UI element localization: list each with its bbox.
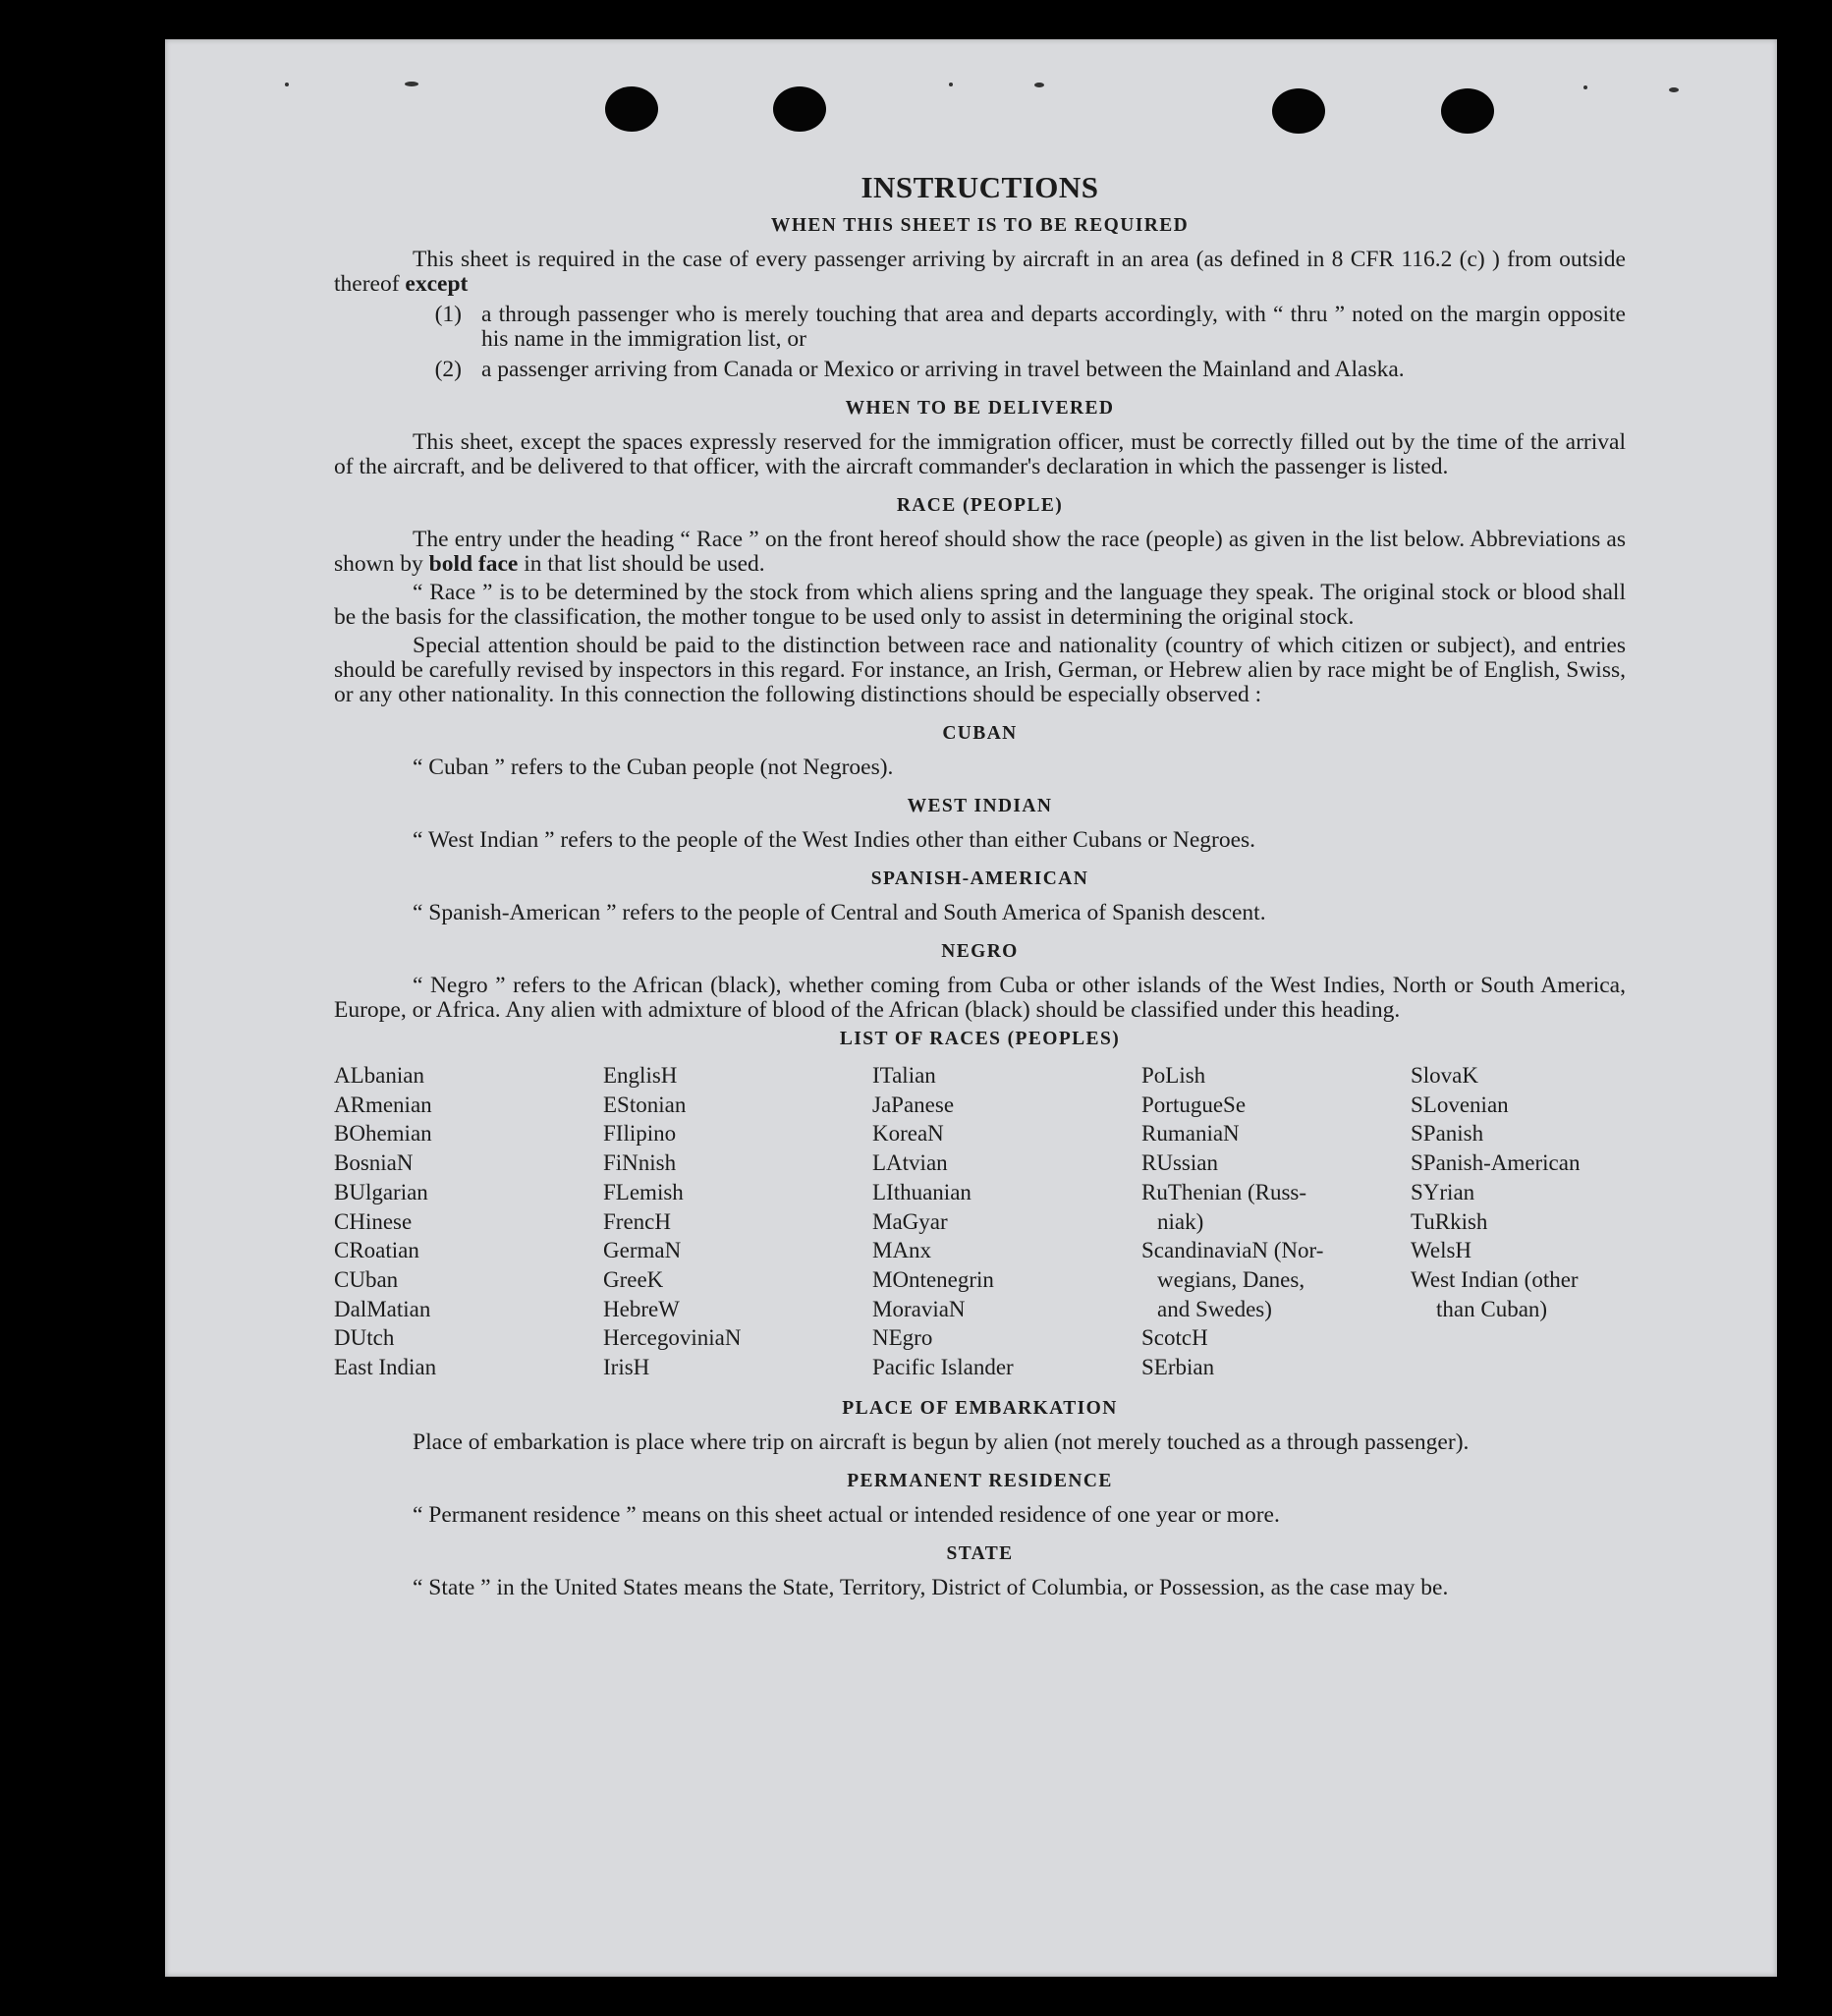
race-entry: HebreW [603,1296,680,1321]
negro-text: “ Negro ” refers to the African (black), whether coming from Cuba or other islands of the West Indies, North or South America, Europe, or Africa. Any alien with admixture of blood of the African (black) should be classified under this heading. [334,973,1626,1023]
race-entry: IrisH [603,1355,650,1380]
race-entry: SPanish-American [1411,1150,1581,1176]
race-column [334,1061,603,1382]
heading-when-delivered: WHEN TO BE DELIVERED [845,398,1115,419]
heading-state: STATE [946,1542,1014,1564]
race-entry: GreeK [603,1266,664,1292]
heading-west-indian: WEST INDIAN [907,796,1053,816]
race-entry: LIthuanian [872,1179,972,1204]
race-entry: RumaniaN [1141,1121,1240,1147]
race-entry: CUban [334,1266,399,1292]
west-indian-text: “ West Indian ” refers to the people of the West Indies other than either Cubans or Negroes. [413,827,1256,853]
race-entry: Pacific Islander [872,1355,1014,1380]
speck [1669,87,1679,92]
race-entry: SLovenian [1411,1092,1509,1117]
race-entry: MaGyar [872,1208,948,1234]
race-entry: SlovaK [1411,1063,1478,1088]
race-entry: West Indian (other [1411,1266,1579,1292]
race-paragraph-3: Special attention should be paid to the distinction between race and nationality (country of which citizen or subject), and entries should be carefully revised by inspectors in this regard. For instance, an Irish, German, or Hebrew alien by race might be of English, Swiss, or any other nationality. In this connection the following distinctions should be especially observed : [334,633,1626,707]
race-entry: HercegoviniaN [603,1325,742,1351]
race-entry: PoLish [1141,1063,1206,1088]
speck [285,83,289,86]
race-entry: ARmenian [334,1092,432,1117]
race-entry: SErbian [1141,1355,1215,1380]
race-paragraph-2: “ Race ” is to be determined by the stock from which aliens spring and the language they speak. The original stock or blood shall be the basis for the classification, the mother tongue to be used only to assist in determining the original stock. [334,580,1626,630]
race-entry: PortugueSe [1141,1092,1247,1117]
race-column [603,1061,872,1382]
race-entry: ALbanian [334,1063,424,1088]
race-entry: FiNnish [603,1150,677,1176]
race-entry: FrencH [603,1208,671,1234]
punch-hole [1441,88,1494,134]
race-entry: FLemish [603,1179,684,1204]
race-entry: LAtvian [872,1150,948,1176]
exception-item: (1) a through passenger who is merely touching that area and departs accordingly, with “ thru ” noted on the margin opposite his name in the immigration list, or [434,302,1626,352]
race-entry: EStonian [603,1092,687,1117]
heading-spanish-american: SPANISH-AMERICAN [870,868,1089,889]
page-title: INSTRUCTIONS [860,170,1099,204]
exception-item: (2) a passenger arriving from Canada or Mexico or arriving in travel between the Mainland and Alaska. [434,357,1405,382]
cuban-text: “ Cuban ” refers to the Cuban people (not Negroes). [413,755,894,780]
when-delivered-text: This sheet, except the spaces expressly reserved for the immigration officer, must be correctly filled out by the time of the arrival of the aircraft, and be delivered to that officer, with the aircraft commander's declaration in which the passenger is listed. [334,429,1626,479]
race-entry: KoreaN [872,1121,944,1147]
race-column [1411,1061,1626,1382]
race-entry: WelsH [1411,1238,1472,1263]
race-entry: BosniaN [334,1150,414,1176]
punch-hole [1272,88,1325,134]
heading-permanent-residence: PERMANENT RESIDENCE [847,1470,1113,1491]
race-entry: MOntenegrin [872,1266,994,1292]
heading-negro: NEGRO [941,941,1019,962]
race-entry: GermaN [603,1238,682,1263]
race-entry: ScandinaviaN (Nor- [1141,1238,1324,1263]
race-entry: MoraviaN [872,1296,966,1321]
race-entry: TuRkish [1411,1208,1488,1234]
punch-hole [773,86,826,132]
race-entry: East Indian [334,1355,437,1380]
spanish-american-text: “ Spanish-American ” refers to the people of Central and South America of Spanish descent. [413,900,1266,925]
speck [949,83,953,86]
race-entry-continuation: than Cuban) [1436,1296,1548,1321]
race-column [872,1061,1141,1382]
race-entry: NEgro [872,1325,933,1351]
embarkation-text: Place of embarkation is place where trip on aircraft is begun by alien (not merely touched as a through passenger). [413,1428,1470,1455]
heading-race: RACE (PEOPLE) [896,495,1064,516]
race-paragraph-1: The entry under the heading “ Race ” on the front hereof should show the race (people) as given in the list below. Abbreviations as shown by bold face in that list should be used. [334,527,1626,577]
race-entry: CRoatian [334,1238,419,1263]
race-entry: CHinese [334,1208,413,1234]
instructions-content [334,170,1626,1604]
state-text: “ State ” in the United States means the State, Territory, District of Columbia, or Possession, as the case may be. [413,1574,1449,1600]
race-entry: SYrian [1411,1179,1475,1204]
race-entry-continuation: wegians, Danes, [1157,1266,1305,1292]
race-entry: BOhemian [334,1121,432,1147]
race-entry: FIlipino [603,1121,677,1147]
punch-hole [605,86,658,132]
race-entry-continuation: and Swedes) [1157,1296,1272,1321]
race-entry: ScotcH [1141,1325,1208,1351]
race-entry: SPanish [1411,1121,1484,1147]
race-list [334,1061,1626,1382]
permanent-residence-text: “ Permanent residence ” means on this sheet actual or intended residence of one year or more. [413,1501,1280,1528]
speck [1583,85,1587,89]
speck [405,82,418,86]
heading-when-required: WHEN THIS SHEET IS TO BE REQUIRED [770,215,1190,236]
speck [1034,83,1044,87]
race-entry: BUlgarian [334,1179,428,1204]
heading-cuban: CUBAN [942,723,1018,744]
race-entry: DalMatian [334,1296,431,1321]
race-entry: ITalian [872,1063,936,1088]
race-entry: EnglisH [603,1063,678,1088]
race-entry: RuThenian (Russ- [1141,1179,1307,1204]
race-entry: JaPanese [872,1092,955,1117]
heading-list-of-races: LIST OF RACES (PEOPLES) [839,1029,1121,1049]
race-entry: MAnx [872,1238,932,1263]
race-column [1141,1061,1411,1382]
race-entry: DUtch [334,1325,395,1351]
heading-embarkation: PLACE OF EMBARKATION [842,1397,1118,1419]
race-entry-continuation: niak) [1157,1208,1204,1234]
when-required-intro: This sheet is required in the case of every passenger arriving by aircraft in an area (as defined in 8 CFR 116.2 (c) ) from outside thereof except [334,247,1626,297]
race-entry: RUssian [1141,1150,1218,1176]
